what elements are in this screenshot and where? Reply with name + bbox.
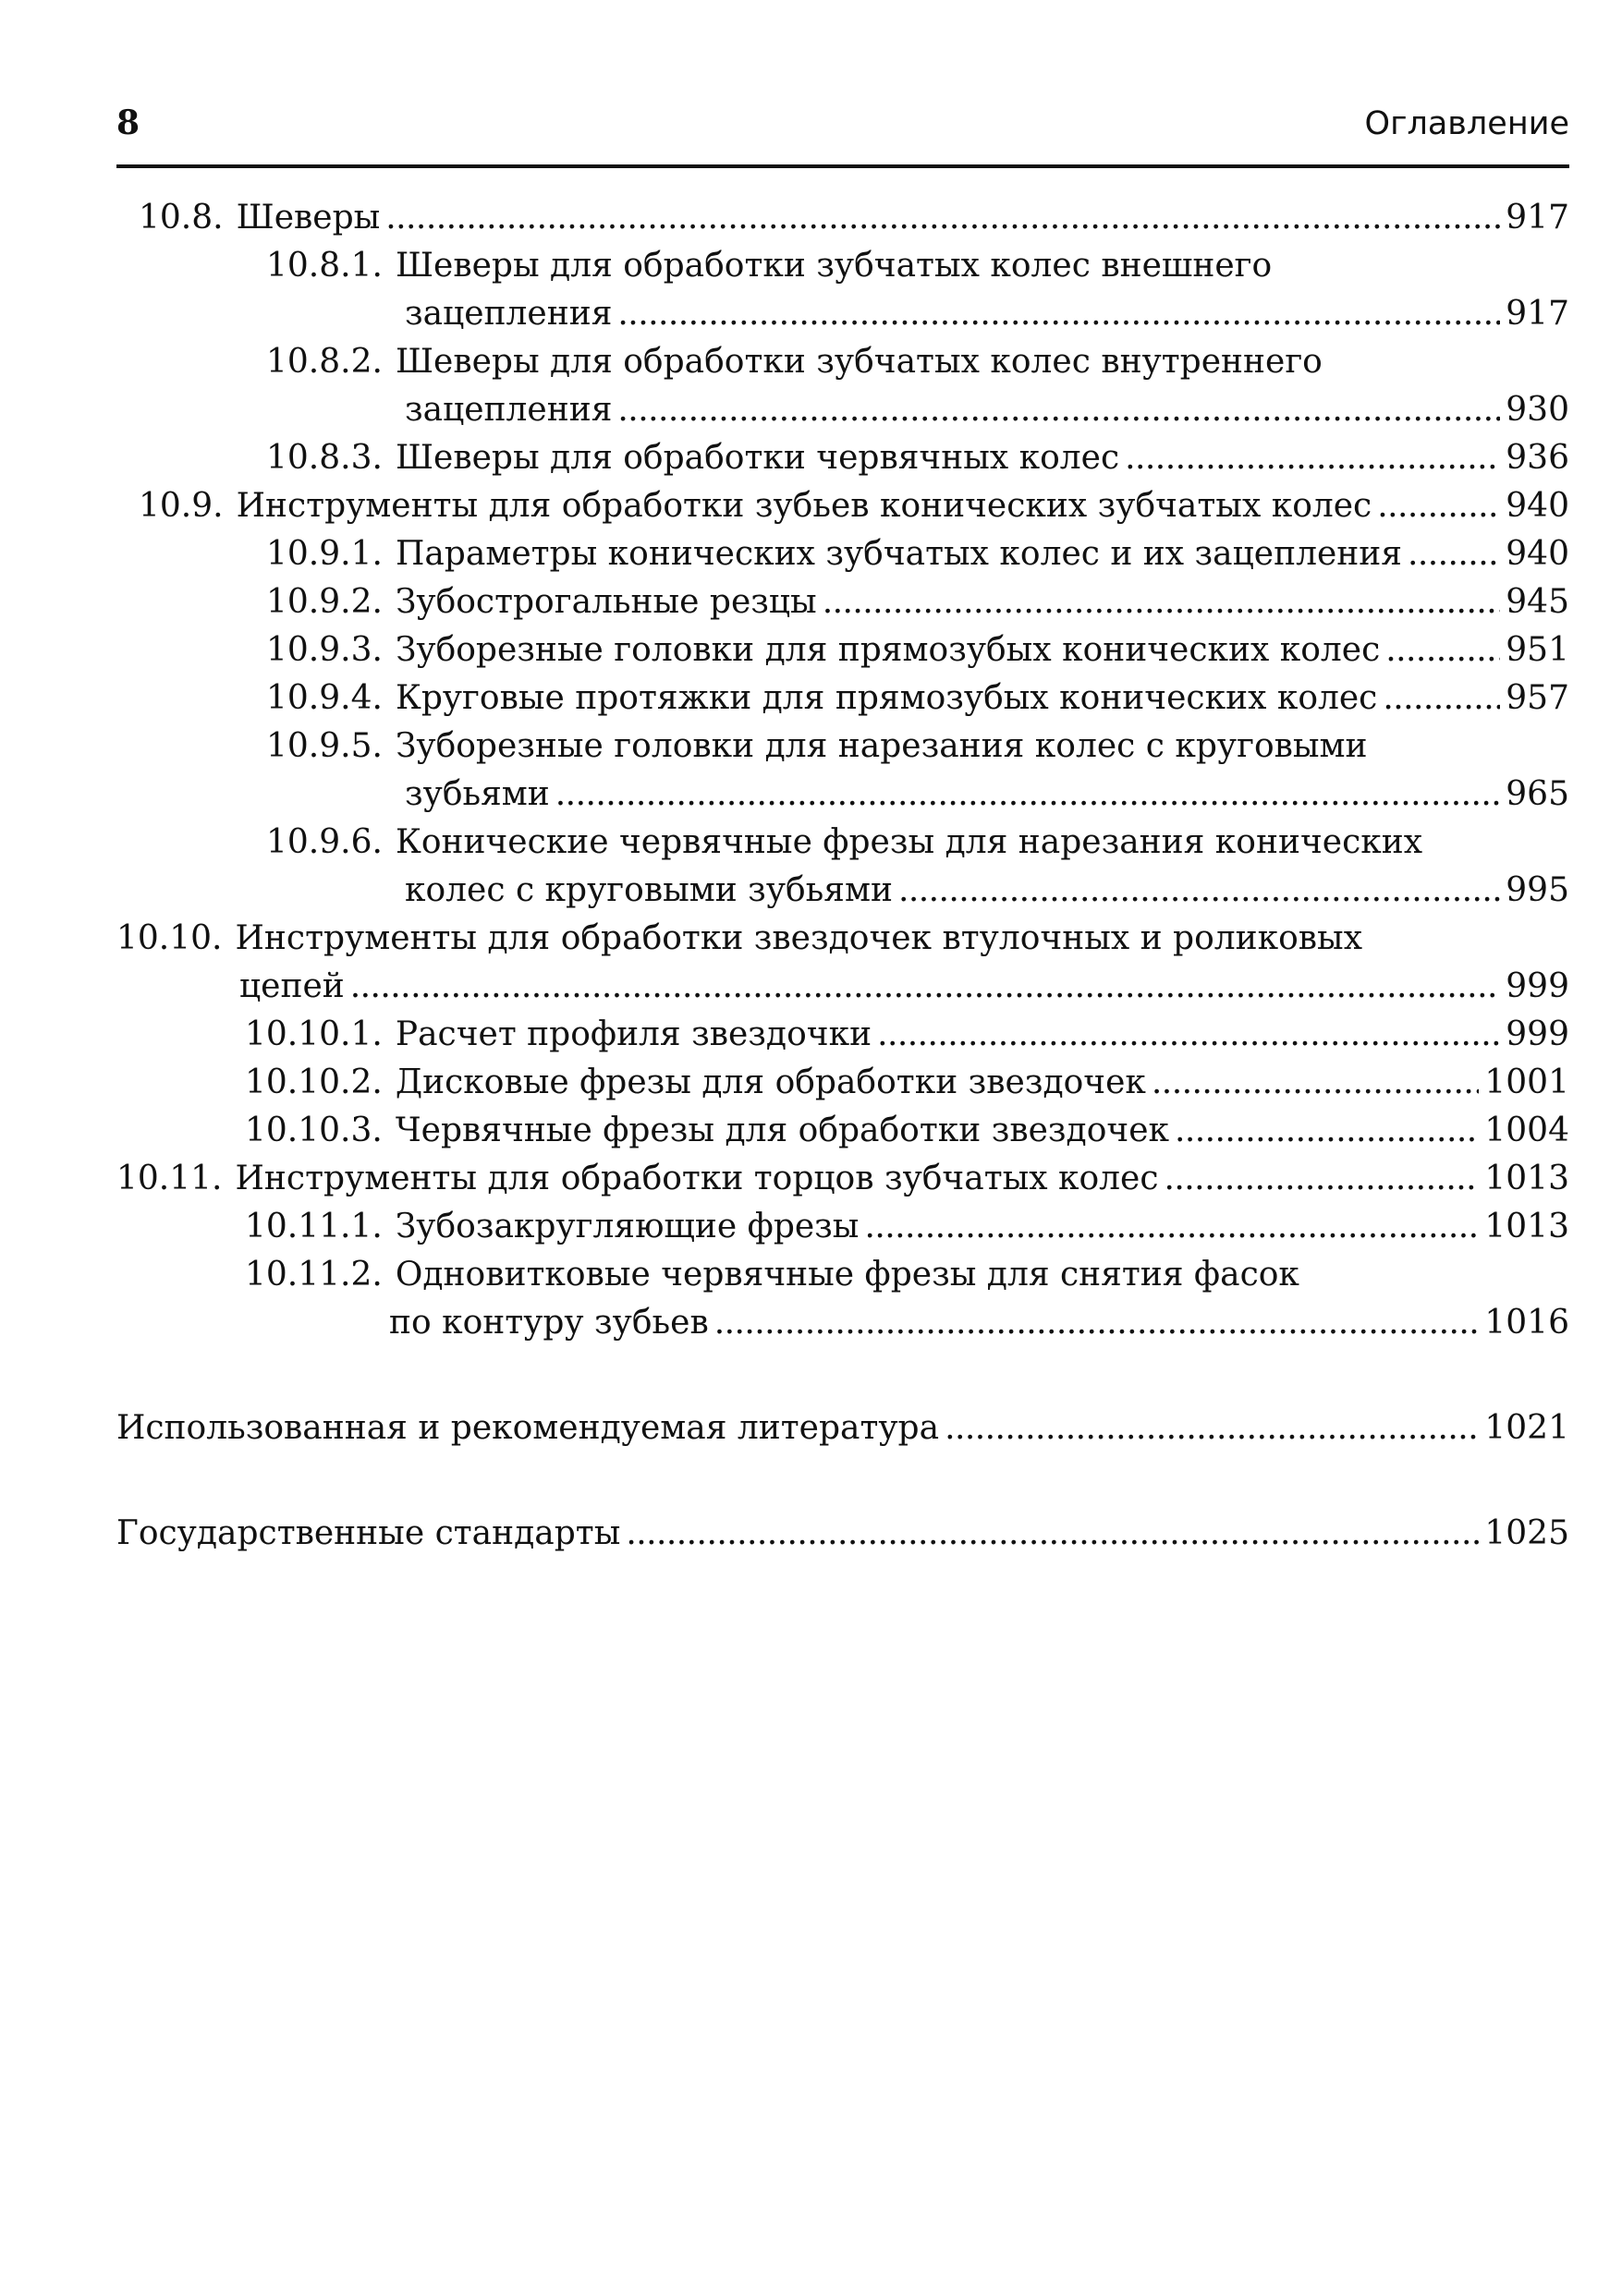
leader-dots bbox=[1125, 434, 1500, 482]
leader-dots bbox=[1408, 530, 1500, 578]
toc-page: 930 bbox=[1506, 391, 1569, 429]
toc-entry[interactable] bbox=[116, 1059, 1569, 1107]
leader-dots bbox=[385, 194, 1500, 242]
toc-entry[interactable] bbox=[116, 194, 1569, 242]
toc-title: Параметры конических зубчатых колес и их зацепления bbox=[395, 535, 1402, 573]
leader-dots bbox=[626, 1510, 1479, 1558]
toc-title: Шеверы для обработки зубчатых колес внешнего bbox=[395, 247, 1273, 285]
toc-title: Использованная и рекомендуемая литература bbox=[116, 1409, 940, 1447]
toc-page: 951 bbox=[1506, 631, 1569, 669]
toc-title-cont: колес с круговыми зубьями bbox=[405, 871, 893, 909]
leader-dots bbox=[555, 771, 1500, 819]
toc-entry[interactable] bbox=[116, 434, 1569, 482]
toc-entry[interactable] bbox=[116, 915, 1569, 1011]
toc-entry[interactable] bbox=[116, 482, 1569, 530]
leader-dots bbox=[1377, 482, 1500, 530]
toc-title: Шеверы bbox=[236, 199, 381, 237]
toc-entry[interactable] bbox=[116, 626, 1569, 674]
toc-page: 940 bbox=[1506, 487, 1569, 525]
page-number: 8 bbox=[116, 103, 140, 142]
toc-title-cont: зубьями bbox=[405, 775, 550, 813]
leader-dots bbox=[617, 290, 1500, 338]
toc-title: Конические червячные фрезы для нарезания конических bbox=[395, 823, 1423, 861]
leader-dots bbox=[864, 1203, 1479, 1251]
toc-title: Одновитковые червячные фрезы для снятия фасок bbox=[395, 1256, 1299, 1294]
toc-number: 10.8.1. bbox=[266, 247, 383, 285]
leader-dots bbox=[823, 578, 1501, 626]
toc-entry[interactable] bbox=[116, 530, 1569, 578]
leader-dots bbox=[1383, 674, 1500, 723]
toc-title: Зубозакругляющие фрезы bbox=[395, 1208, 860, 1245]
toc-title: Червячные фрезы для обработки звездочек bbox=[395, 1112, 1169, 1149]
toc-entry[interactable] bbox=[116, 338, 1569, 434]
leader-dots bbox=[617, 386, 1500, 434]
header-rule bbox=[116, 164, 1569, 168]
toc-number: 10.10.1. bbox=[245, 1015, 383, 1053]
toc-number: 10.11.1. bbox=[245, 1208, 383, 1245]
leader-dots bbox=[714, 1299, 1480, 1347]
toc-number: 10.9.1. bbox=[266, 535, 383, 573]
toc-title-cont: зацепления bbox=[405, 391, 613, 429]
toc-entry[interactable] bbox=[116, 1155, 1569, 1203]
running-title: Оглавление bbox=[1364, 105, 1569, 142]
toc-page: 936 bbox=[1506, 439, 1569, 477]
toc-title: Инструменты для обработки звездочек втулочных и роликовых bbox=[235, 919, 1363, 957]
toc-entry[interactable] bbox=[116, 819, 1569, 915]
toc-page: 957 bbox=[1506, 679, 1569, 717]
toc-page: 1016 bbox=[1484, 1304, 1569, 1342]
toc-title-cont: по контуру зубьев bbox=[389, 1304, 709, 1342]
toc-number: 10.8.3. bbox=[266, 439, 383, 477]
toc-title-cont: цепей bbox=[239, 967, 345, 1005]
toc-number: 10.9.4. bbox=[266, 679, 383, 717]
toc-title: Расчет профиля звездочки bbox=[395, 1015, 872, 1053]
toc-page: 1021 bbox=[1484, 1409, 1569, 1447]
toc-number: 10.9.3. bbox=[266, 631, 383, 669]
toc-title: Зуборезные головки для прямозубых конических колес bbox=[395, 631, 1381, 669]
toc-entry[interactable] bbox=[116, 578, 1569, 626]
toc-page: 917 bbox=[1506, 295, 1569, 333]
toc-page: 995 bbox=[1506, 871, 1569, 909]
toc-title: Государственные стандарты bbox=[116, 1514, 621, 1552]
page-header bbox=[116, 103, 1569, 159]
toc-number: 10.11. bbox=[116, 1160, 223, 1197]
toc-number: 10.10.2. bbox=[245, 1063, 383, 1101]
toc-entry-standards[interactable] bbox=[116, 1510, 1569, 1558]
toc-number: 10.8. bbox=[139, 199, 224, 237]
toc-entry[interactable] bbox=[116, 1251, 1569, 1347]
leader-dots bbox=[898, 867, 1500, 915]
leader-dots bbox=[1385, 626, 1500, 674]
toc-title: Дисковые фрезы для обработки звездочек bbox=[395, 1063, 1146, 1101]
table-of-contents bbox=[116, 194, 1569, 1558]
toc-title: Зубострогальные резцы bbox=[395, 583, 817, 621]
toc-title: Инструменты для обработки зубьев конических зубчатых колес bbox=[236, 487, 1372, 525]
toc-number: 10.9. bbox=[139, 487, 224, 525]
toc-entry[interactable] bbox=[116, 1011, 1569, 1059]
toc-page: 999 bbox=[1506, 1015, 1569, 1053]
toc-number: 10.8.2. bbox=[266, 343, 383, 381]
toc-number: 10.9.2. bbox=[266, 583, 383, 621]
toc-entry[interactable] bbox=[116, 723, 1569, 819]
toc-entry[interactable] bbox=[116, 242, 1569, 338]
leader-dots bbox=[945, 1404, 1479, 1452]
toc-page: 1001 bbox=[1484, 1063, 1569, 1101]
toc-entry[interactable] bbox=[116, 1203, 1569, 1251]
leader-dots bbox=[350, 963, 1501, 1011]
toc-page: 940 bbox=[1506, 535, 1569, 573]
toc-page: 1004 bbox=[1484, 1112, 1569, 1149]
toc-page: 1013 bbox=[1484, 1208, 1569, 1245]
toc-title: Шеверы для обработки зубчатых колес внутреннего bbox=[395, 343, 1323, 381]
leader-dots bbox=[1152, 1059, 1479, 1107]
toc-page: 945 bbox=[1506, 583, 1569, 621]
toc-title: Круговые протяжки для прямозубых конических колес bbox=[395, 679, 1378, 717]
toc-title: Инструменты для обработки торцов зубчатых колес bbox=[235, 1160, 1159, 1197]
toc-title: Шеверы для обработки червячных колес bbox=[395, 439, 1120, 477]
toc-title: Зуборезные головки для нарезания колес с круговыми bbox=[395, 727, 1368, 765]
toc-page: 1013 bbox=[1484, 1160, 1569, 1197]
toc-number: 10.10.3. bbox=[245, 1112, 383, 1149]
toc-entry[interactable] bbox=[116, 1107, 1569, 1155]
toc-number: 10.11.2. bbox=[245, 1256, 383, 1294]
toc-title-cont: зацепления bbox=[405, 295, 613, 333]
toc-page: 917 bbox=[1506, 199, 1569, 237]
leader-dots bbox=[1175, 1107, 1479, 1155]
toc-entry[interactable] bbox=[116, 674, 1569, 723]
toc-entry-references[interactable] bbox=[116, 1404, 1569, 1452]
leader-dots bbox=[877, 1011, 1500, 1059]
leader-dots bbox=[1165, 1155, 1480, 1203]
toc-number: 10.9.6. bbox=[266, 823, 383, 861]
toc-number: 10.9.5. bbox=[266, 727, 383, 765]
toc-page: 965 bbox=[1506, 775, 1569, 813]
toc-number: 10.10. bbox=[116, 919, 223, 957]
toc-page: 1025 bbox=[1484, 1514, 1569, 1552]
toc-page: 999 bbox=[1506, 967, 1569, 1005]
